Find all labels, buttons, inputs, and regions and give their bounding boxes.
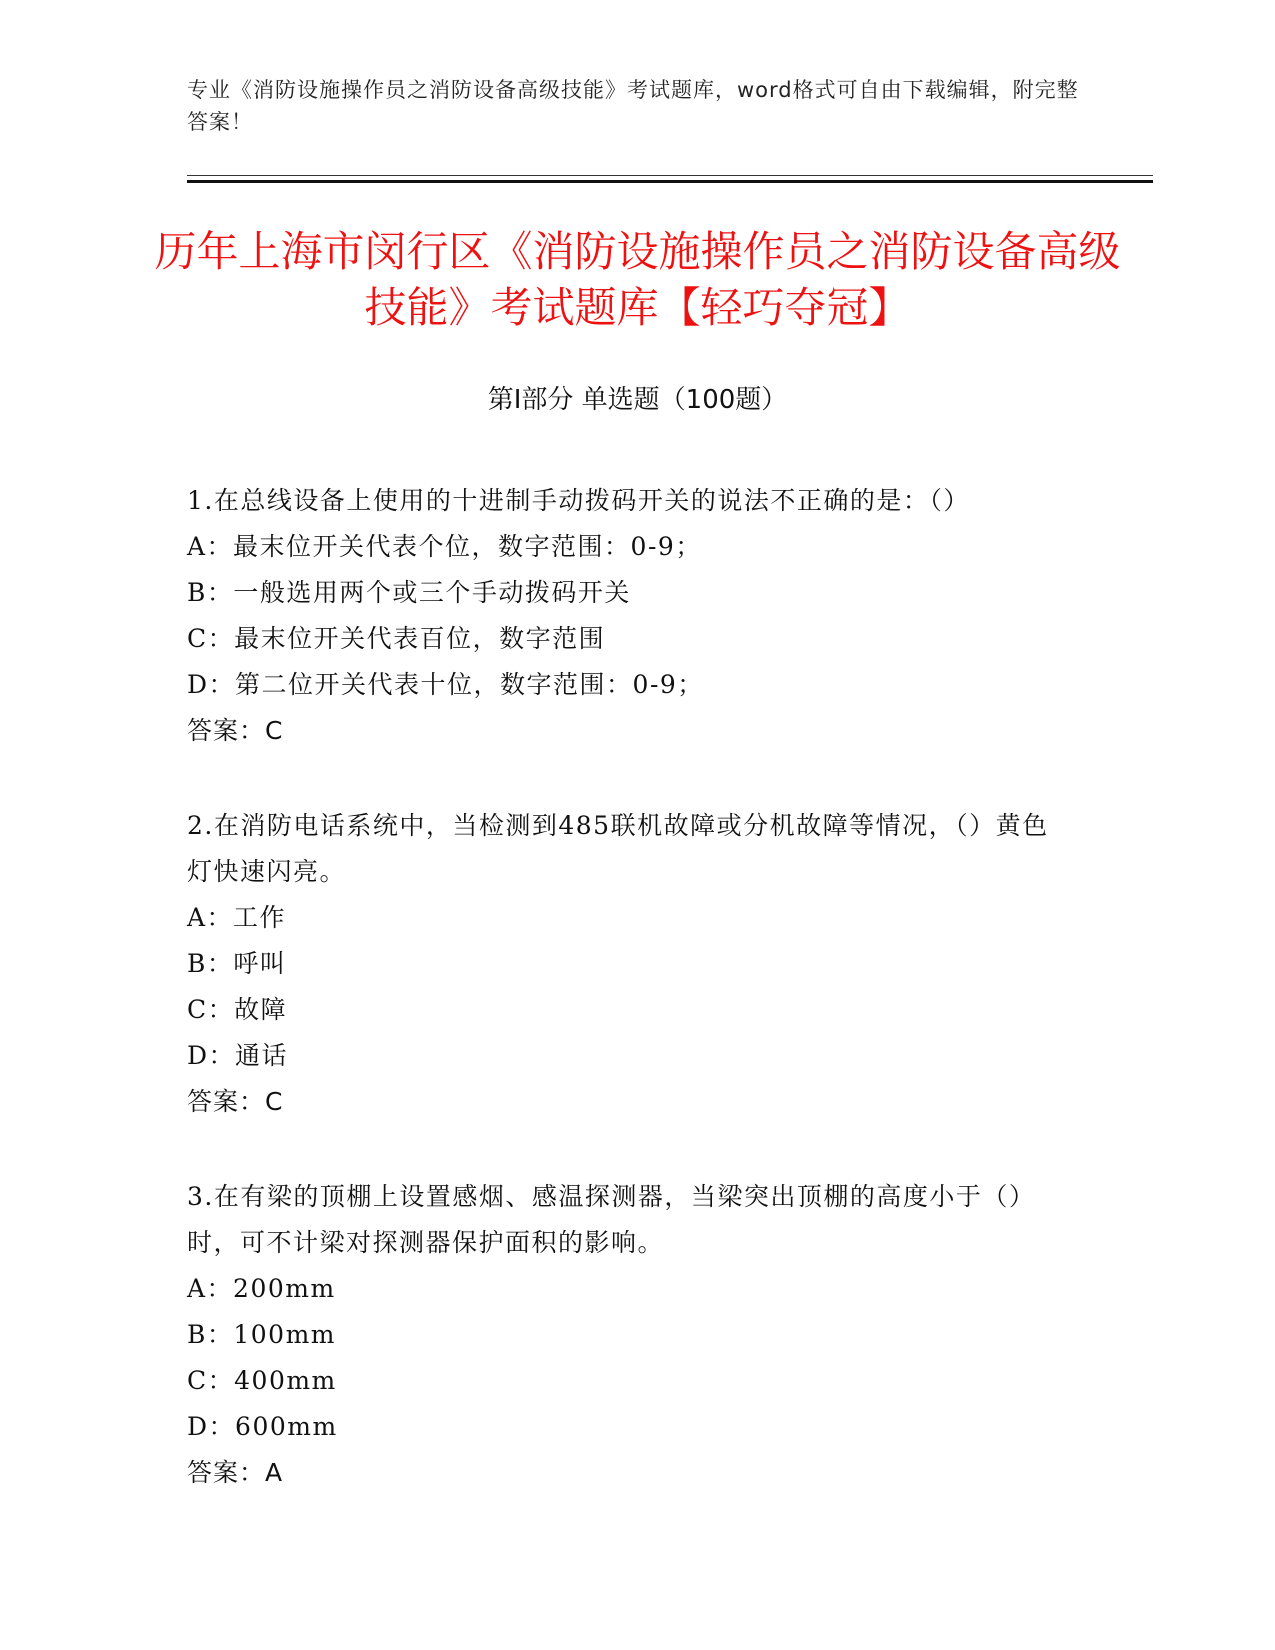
header-divider-thin [187,175,1153,176]
question-list [187,478,1067,1545]
question-3 [187,1174,1067,1496]
option-a: A：最末位开关代表个位，数字范围：0-9； [187,532,702,561]
answer: 答案：C [187,1087,284,1116]
section-heading: 第Ⅰ部分 单选题（100题） [487,385,788,415]
option-b: B：呼叫 [187,949,287,978]
question-stem: 3.在有梁的顶棚上设置感烟、感温探测器，当梁突出顶棚的高度小于（）时，可不计梁对探测器保护面积的影响。 [187,1182,1036,1257]
question-1 [187,478,1067,754]
question-stem: 1.在总线设备上使用的十进制手动拨码开关的说法不正确的是：（） [187,486,970,515]
question-stem: 2.在消防电话系统中，当检测到485联机故障或分机故障等情况，（）黄色灯快速闪亮。 [187,811,1049,886]
question-2 [187,803,1067,1125]
option-c: C：400mm [187,1366,337,1395]
answer: 答案：A [187,1458,284,1487]
option-b: B：一般选用两个或三个手动拨码开关 [187,578,631,607]
option-a: A：200mm [187,1274,336,1303]
option-a: A：工作 [187,903,287,932]
option-d: D：第二位开关代表十位，数字范围：0-9； [187,670,704,699]
document-title: 历年上海市闵行区《消防设施操作员之消防设备高级技能》考试题库【轻巧夺冠】 [154,227,1121,332]
option-c: C：最末位开关代表百位，数字范围 [187,624,606,653]
option-d: D：600mm [187,1412,338,1441]
header-divider-thick [187,180,1153,183]
option-c: C：故障 [187,995,288,1024]
option-b: B：100mm [187,1320,337,1349]
header-note: 专业《消防设施操作员之消防设备高级技能》考试题库，word格式可自由下载编辑，附完整答案！ [187,78,1079,134]
option-d: D：通话 [187,1041,289,1070]
answer: 答案：C [187,716,284,745]
